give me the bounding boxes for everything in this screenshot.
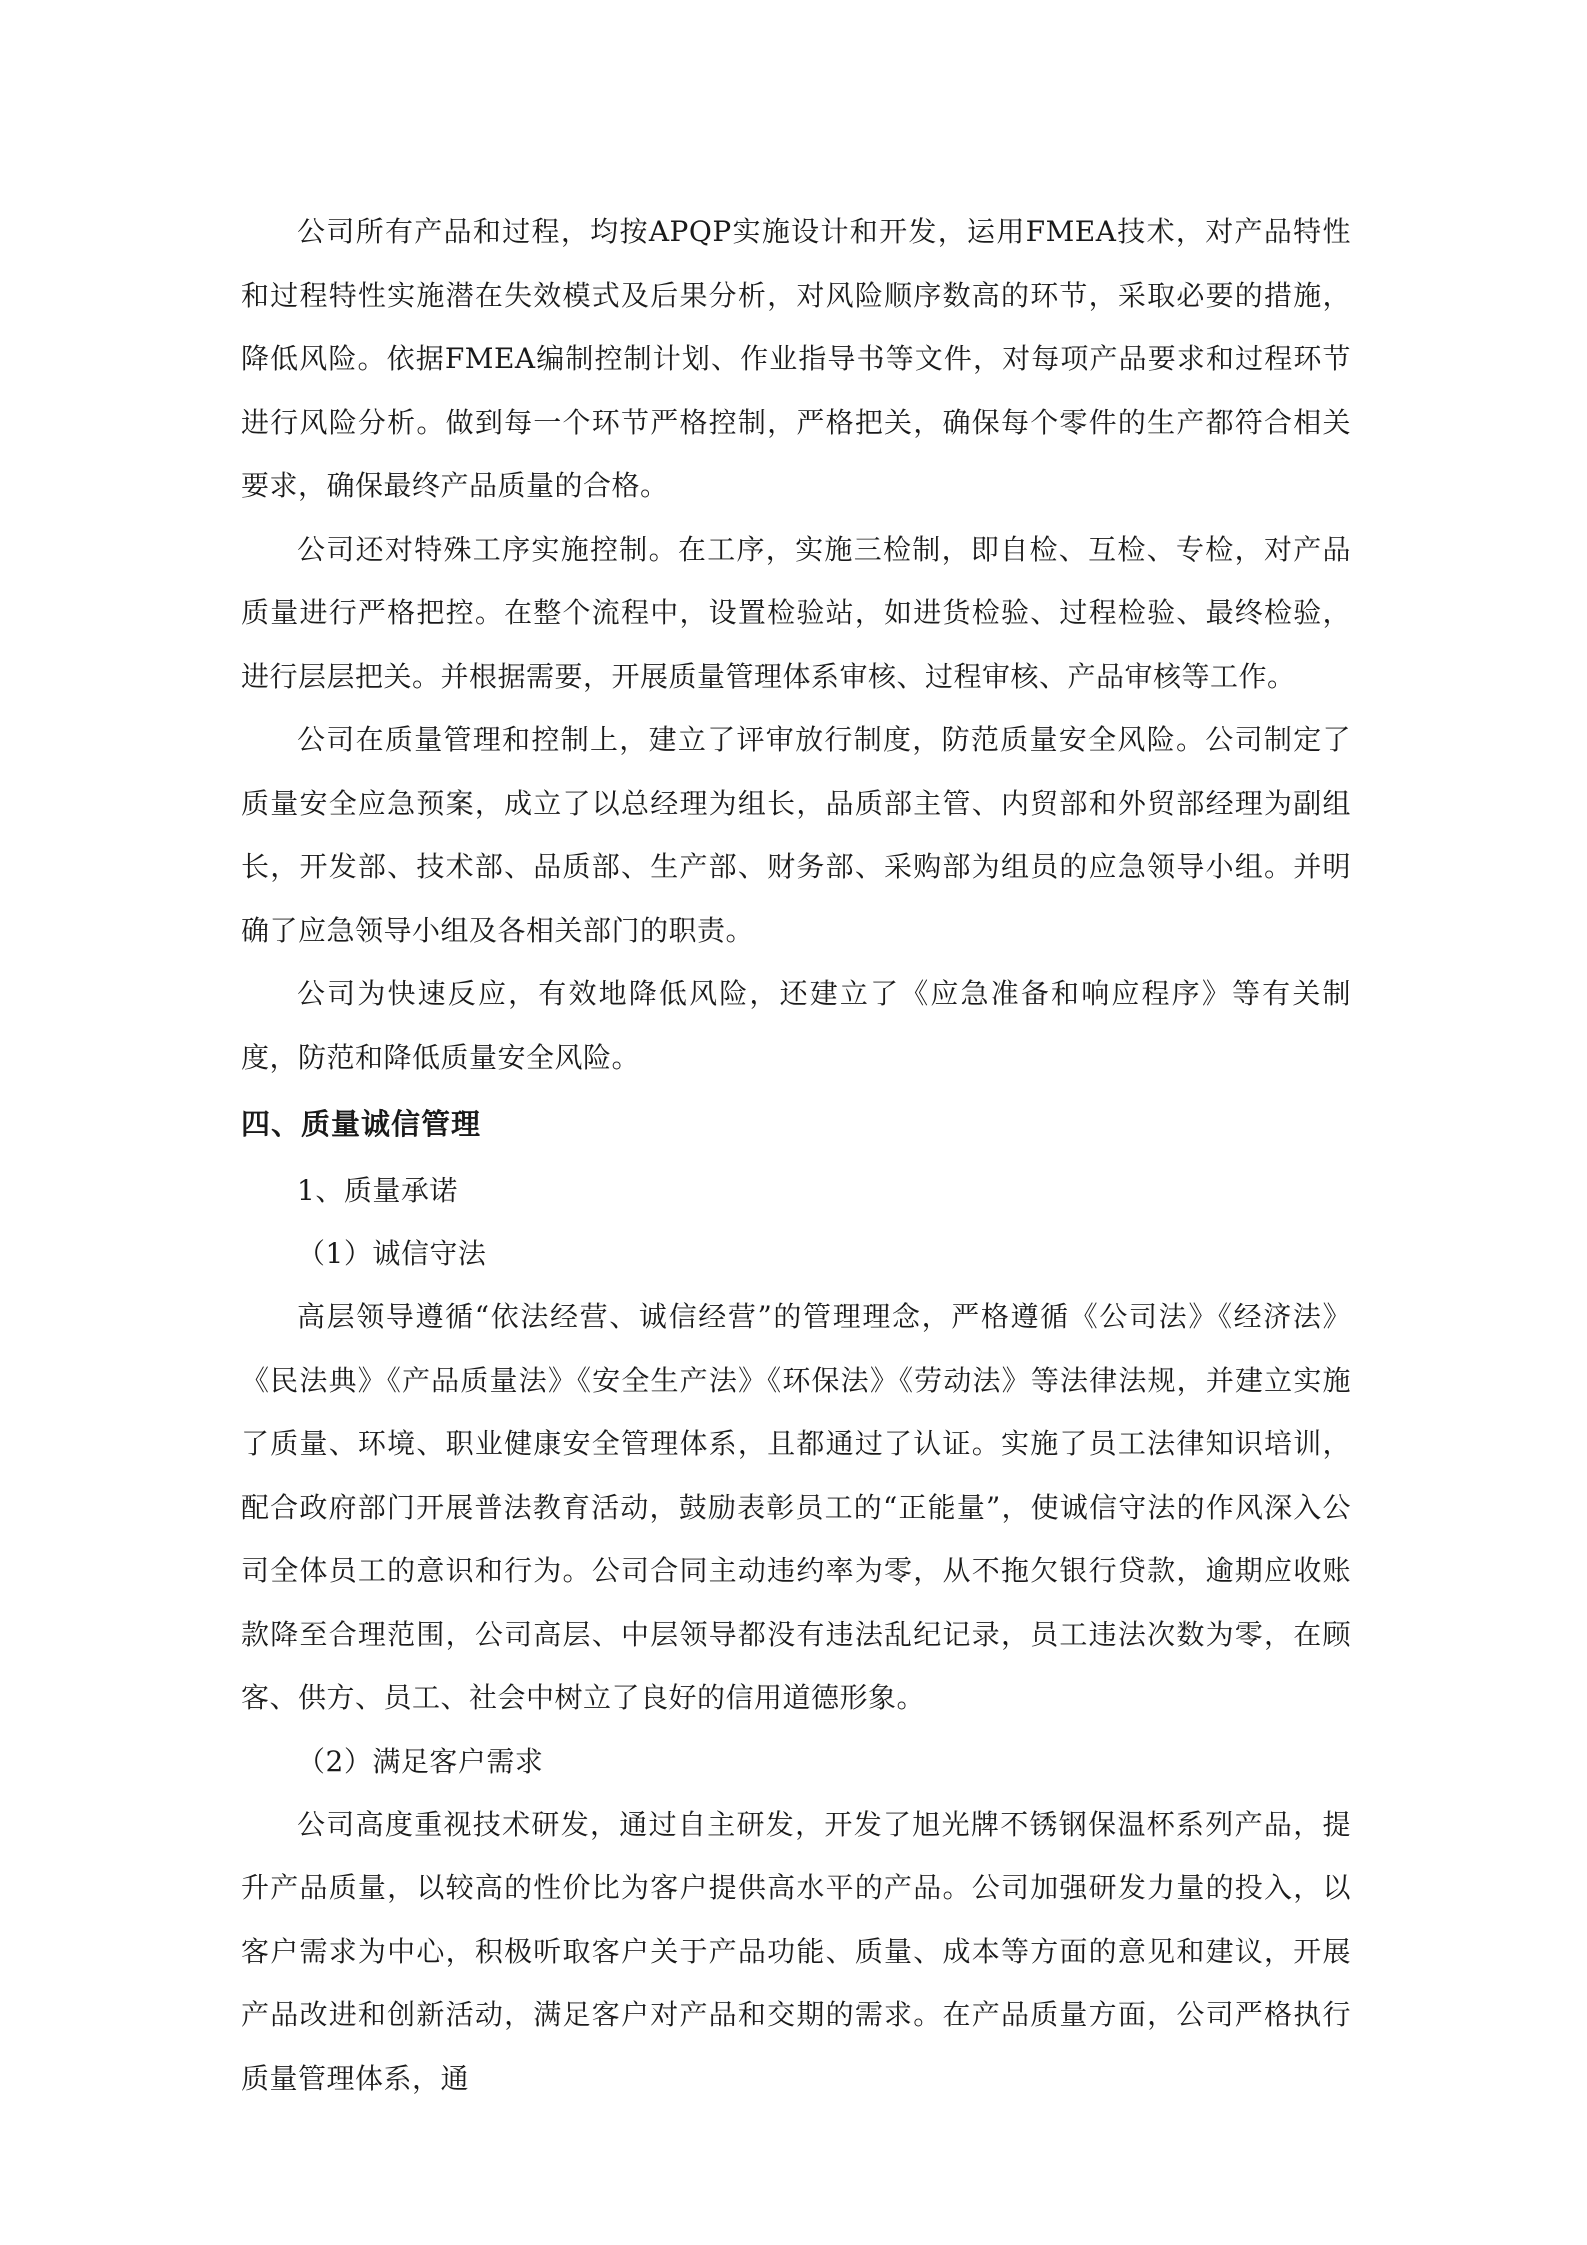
paragraph-law-abiding: 高层领导遵循“依法经营、诚信经营”的管理理念，严格遵循《公司法》《经济法》《民法典》《产品质量法》《安全生产法》《环保法》《劳动法》等法律法规，并建立实施了质量、环境、职业健康安全管理体系，且都通过了认证。实施了员工法律知识培训，配合政府部门开展普法教育活动，鼓励表彰员工的“正能量”，使诚信守法的作风深入公司全体员工的意识和行为。公司合同主动违约率为零，从不拖欠银行贷款，逾期应收账款降至合理范围，公司高层、中层领导都没有违法乱纪记录，员工违法次数为零，在顾客、供方、员工、社会中树立了良好的信用道德形象。 (241, 1300, 1351, 1714)
paragraph-customer-needs: 公司高度重视技术研发，通过自主研发，开发了旭光牌不锈钢保温杯系列产品，提升产品质量，以较高的性价比为客户提供高水平的产品。公司加强研发力量的投入，以客户需求为中心，积极听取客户关于产品功能、质量、成本等方面的意见和建议，开展产品改进和创新活动，满足客户对产品和交期的需求。在产品质量方面，公司严格执行质量管理体系，通 (241, 1807, 1351, 2095)
paragraph-apqp-fmea: 公司所有产品和过程，均按APQP实施设计和开发，运用FMEA技术，对产品特性和过程特性实施潜在失效模式及后果分析，对风险顺序数高的环节，采取必要的措施，降低风险。依据FMEA编制控制计划、作业指导书等文件，对每项产品要求和过程环节进行风险分析。做到每一个环节严格控制，严格把关，确保每个零件的生产都符合相关要求，确保最终产品质量的合格。 (241, 215, 1351, 502)
section-heading-quality-integrity: 四、质量诚信管理 (241, 1107, 482, 1141)
paragraph-emergency-procedure: 公司为快速反应，有效地降低风险，还建立了《应急准备和响应程序》等有关制度，防范和降低质量安全风险。 (241, 977, 1351, 1074)
paragraph-special-process: 公司还对特殊工序实施控制。在工序，实施三检制，即自检、互检、专检，对产品质量进行严格把控。在整个流程中，设置检验站，如进货检验、过程检验、最终检验，进行层层把关。并根据需要，开展质量管理体系审核、过程审核、产品审核等工作。 (241, 532, 1351, 693)
subsection-quality-commitment: 1、质量承诺 (297, 1174, 458, 1207)
document-page (241, 200, 1351, 2110)
item-title-law-abiding: （1）诚信守法 (297, 1237, 487, 1270)
paragraph-review-release: 公司在质量管理和控制上，建立了评审放行制度，防范质量安全风险。公司制定了质量安全应急预案，成立了以总经理为组长，品质部主管、内贸部和外贸部经理为副组长，开发部、技术部、品质部、生产部、财务部、采购部为组员的应急领导小组。并明确了应急领导小组及各相关部门的职责。 (241, 723, 1351, 947)
item-title-customer-needs: （2）满足客户需求 (297, 1744, 544, 1778)
